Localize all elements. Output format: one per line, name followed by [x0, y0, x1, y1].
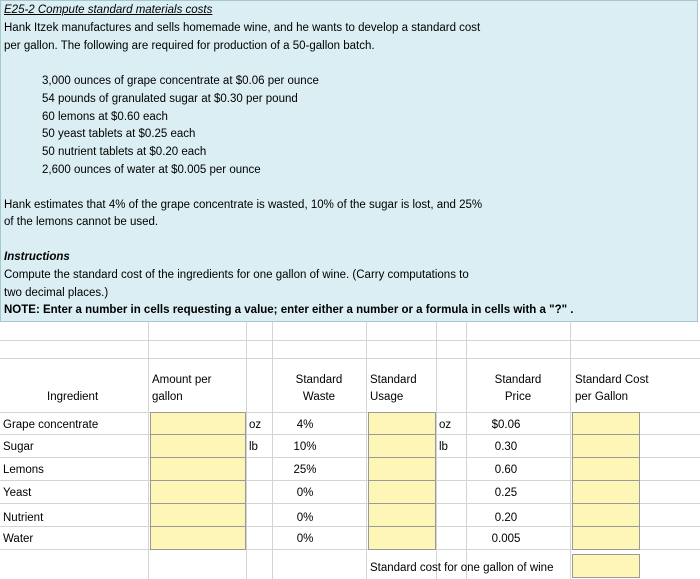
- header-cost-line2: per Gallon: [575, 391, 629, 403]
- price-value: 0.25: [494, 487, 518, 499]
- unit-label: oz: [249, 419, 262, 431]
- header-ingredient: Ingredient: [47, 391, 99, 403]
- intro-line-1: Hank Itzek manufactures and sells homemade wine, and he wants to develop a standard cost: [4, 22, 481, 34]
- waste-value: 25%: [293, 464, 317, 476]
- unit-label: lb: [439, 441, 448, 453]
- price-value: 0.30: [494, 441, 518, 453]
- usage-input[interactable]: [368, 434, 436, 458]
- requirement-5: 50 nutrient tablets at $0.20 each: [42, 146, 207, 158]
- cost-table: [0, 322, 700, 579]
- instructions-line-1: Compute the standard cost of the ingredients for one gallon of wine. (Carry computations to: [4, 269, 469, 281]
- usage-input[interactable]: [368, 503, 436, 527]
- cost-input[interactable]: [572, 526, 640, 550]
- estimate-line-2: of the lemons cannot be used.: [4, 216, 159, 228]
- price-value: 0.005: [491, 533, 521, 545]
- cost-input[interactable]: [572, 457, 640, 481]
- cost-input[interactable]: [572, 503, 640, 527]
- unit-label: oz: [439, 419, 452, 431]
- instructions-line-2: two decimal places.): [4, 287, 109, 299]
- waste-value: 10%: [293, 441, 317, 453]
- requirement-6: 2,600 ounces of water at $0.005 per ounce: [42, 164, 261, 176]
- intro-line-2: per gallon. The following are required for production of a 50-gallon batch.: [4, 40, 375, 52]
- ingredient-name: Grape concentrate: [3, 419, 99, 431]
- unit-label: lb: [249, 441, 258, 453]
- cost-input[interactable]: [572, 434, 640, 458]
- total-cost-input[interactable]: [572, 554, 640, 578]
- problem-title: E25-2 Compute standard materials costs: [4, 4, 213, 16]
- amount-input[interactable]: [150, 526, 246, 550]
- requirement-1: 3,000 ounces of grape concentrate at $0.06 per ounce: [42, 75, 319, 87]
- header-usage-line1: Standard: [370, 374, 417, 386]
- note-text: NOTE: Enter a number in cells requesting a value; enter either a number or a formula in cells with a "?" .: [4, 304, 574, 316]
- header-amount-line2: gallon: [152, 391, 183, 403]
- header-price-line2: Price: [504, 391, 532, 403]
- usage-input[interactable]: [368, 412, 436, 435]
- ingredient-name: Water: [3, 533, 34, 545]
- ingredient-name: Nutrient: [3, 512, 44, 524]
- usage-input[interactable]: [368, 526, 436, 550]
- header-price-line1: Standard: [494, 374, 542, 386]
- price-value: 0.20: [494, 512, 518, 524]
- waste-value: 4%: [296, 419, 314, 431]
- header-waste-line1: Standard: [295, 374, 343, 386]
- total-label: Standard cost for one gallon of wine: [370, 562, 554, 574]
- usage-input[interactable]: [368, 480, 436, 504]
- price-value: 0.60: [494, 464, 518, 476]
- waste-value: 0%: [296, 533, 314, 545]
- estimate-line-1: Hank estimates that 4% of the grape concentrate is wasted, 10% of the sugar is lost, and 25%: [4, 199, 483, 211]
- ingredient-name: Yeast: [3, 487, 32, 499]
- cost-input[interactable]: [572, 480, 640, 504]
- instructions-heading: Instructions: [4, 251, 70, 263]
- waste-value: 0%: [296, 512, 314, 524]
- ingredient-name: Lemons: [3, 464, 44, 476]
- usage-input[interactable]: [368, 457, 436, 481]
- requirement-4: 50 yeast tablets at $0.25 each: [42, 128, 196, 140]
- header-cost-line1: Standard Cost: [575, 374, 649, 386]
- amount-input[interactable]: [150, 503, 246, 527]
- header-waste-line2: Waste: [302, 391, 336, 403]
- cost-input[interactable]: [572, 412, 640, 435]
- amount-input[interactable]: [150, 412, 246, 435]
- waste-value: 0%: [296, 487, 314, 499]
- requirement-3: 60 lemons at $0.60 each: [42, 111, 168, 123]
- header-usage-line2: Usage: [370, 391, 404, 403]
- amount-input[interactable]: [150, 480, 246, 504]
- header-amount-line1: Amount per: [152, 374, 212, 386]
- amount-input[interactable]: [150, 457, 246, 481]
- requirement-2: 54 pounds of granulated sugar at $0.30 per pound: [42, 93, 298, 105]
- ingredient-name: Sugar: [3, 441, 34, 453]
- price-value: $0.06: [491, 419, 521, 431]
- amount-input[interactable]: [150, 434, 246, 458]
